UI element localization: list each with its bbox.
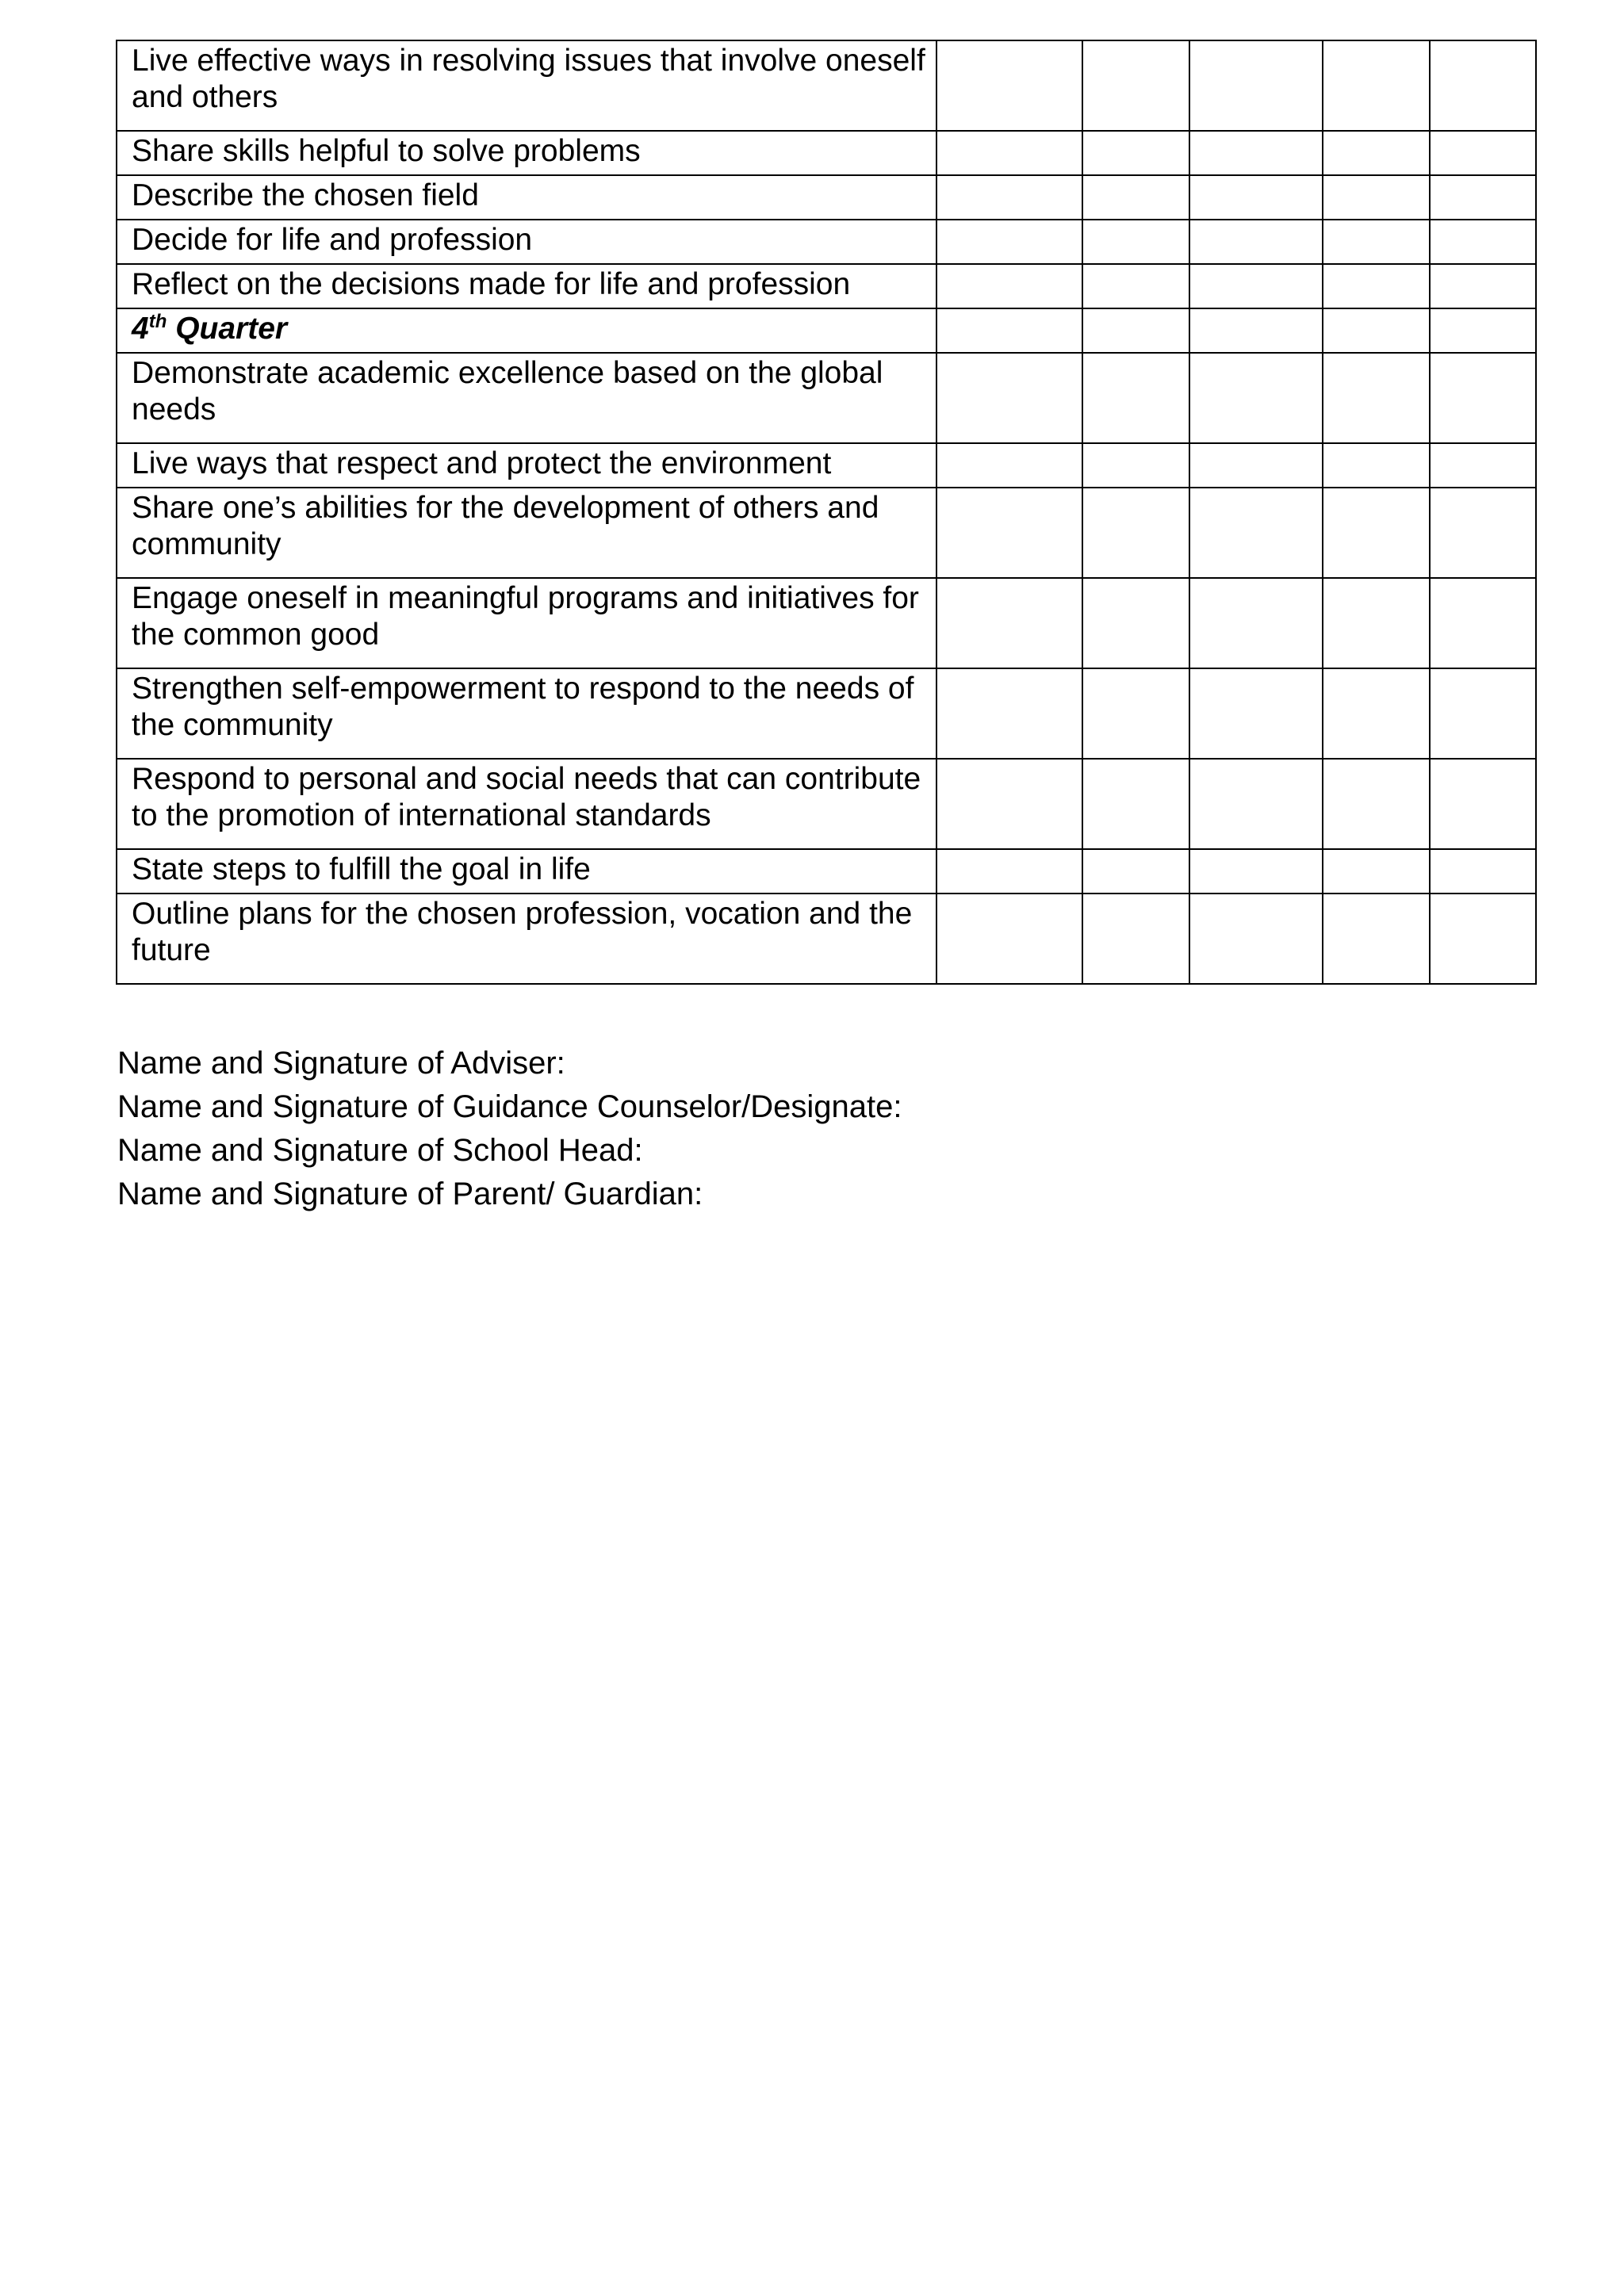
rating-cell[interactable] (1189, 353, 1323, 443)
adviser-signature-line: Name and Signature of Adviser: (117, 1046, 565, 1081)
rating-cell[interactable] (1082, 220, 1189, 264)
competency-text: Describe the chosen field (132, 178, 479, 212)
competency-text: Share one’s abilities for the development of others and community (132, 491, 879, 561)
rating-cell[interactable] (1323, 759, 1430, 849)
rating-cell[interactable] (936, 894, 1082, 984)
competency-cell (117, 131, 936, 175)
quarter-heading (132, 311, 931, 347)
rating-cell[interactable] (1323, 220, 1430, 264)
rating-cell[interactable] (1082, 578, 1189, 668)
rating-cell[interactable] (1430, 308, 1536, 353)
competency-text: Strengthen self-empowerment to respond to the needs of the community (132, 672, 914, 742)
rating-cell[interactable] (1430, 759, 1536, 849)
competency-text: Share skills helpful to solve problems (132, 134, 641, 168)
rating-cell[interactable] (1323, 578, 1430, 668)
school-head-signature-line: Name and Signature of School Head: (117, 1133, 643, 1168)
rating-cell[interactable] (1189, 759, 1323, 849)
rating-cell[interactable] (1430, 668, 1536, 759)
competency-text: Reflect on the decisions made for life and profession (132, 267, 851, 301)
competency-cell (117, 443, 936, 488)
rating-cell[interactable] (1323, 264, 1430, 308)
rating-cell[interactable] (1189, 175, 1323, 220)
guidance-counselor-signature-line: Name and Signature of Guidance Counselor/Designate: (117, 1089, 902, 1124)
rating-cell[interactable] (936, 668, 1082, 759)
rating-cell[interactable] (936, 353, 1082, 443)
table-row (117, 131, 1536, 175)
table-row (117, 220, 1536, 264)
table-row (117, 849, 1536, 894)
rating-cell[interactable] (1430, 894, 1536, 984)
rating-cell[interactable] (936, 443, 1082, 488)
rating-cell[interactable] (1430, 175, 1536, 220)
rating-cell[interactable] (1189, 308, 1323, 353)
rating-cell[interactable] (1430, 40, 1536, 131)
rating-cell[interactable] (1430, 131, 1536, 175)
quarter-label: Quarter (175, 312, 288, 346)
competency-cell (117, 894, 936, 984)
rating-cell[interactable] (936, 578, 1082, 668)
table-row (117, 443, 1536, 488)
rating-cell[interactable] (1082, 40, 1189, 131)
quarter-ordinal-suffix: th (148, 311, 167, 332)
table-row (117, 488, 1536, 578)
table-row (117, 175, 1536, 220)
rating-cell[interactable] (936, 759, 1082, 849)
quarter-header-row (117, 308, 1536, 353)
table-row (117, 264, 1536, 308)
competency-cell (117, 40, 936, 131)
parent-guardian-signature-line: Name and Signature of Parent/ Guardian: (117, 1177, 703, 1211)
rating-cell[interactable] (936, 175, 1082, 220)
rating-cell[interactable] (1323, 353, 1430, 443)
rating-cell[interactable] (1323, 40, 1430, 131)
rating-cell[interactable] (1082, 894, 1189, 984)
rating-cell[interactable] (1323, 131, 1430, 175)
rating-cell[interactable] (1082, 308, 1189, 353)
quarter-ordinal: 4 (132, 312, 149, 346)
competency-text: Outline plans for the chosen profession, vocation and the future (132, 897, 913, 967)
rating-cell[interactable] (1430, 488, 1536, 578)
competency-text: Respond to personal and social needs that can contribute to the promotion of international standards (132, 762, 921, 832)
rating-cell[interactable] (936, 220, 1082, 264)
competency-cell (117, 759, 936, 849)
table-row (117, 894, 1536, 984)
rating-cell[interactable] (1189, 488, 1323, 578)
rating-cell[interactable] (1189, 40, 1323, 131)
rating-cell[interactable] (1323, 488, 1430, 578)
rating-cell[interactable] (1430, 220, 1536, 264)
competency-text: Live ways that respect and protect the environment (132, 446, 832, 480)
table-row (117, 668, 1536, 759)
rating-cell[interactable] (1082, 488, 1189, 578)
competency-cell (117, 220, 936, 264)
competency-cell (117, 264, 936, 308)
rating-cell[interactable] (1189, 264, 1323, 308)
rating-cell[interactable] (936, 131, 1082, 175)
rating-cell[interactable] (1189, 668, 1323, 759)
rating-cell[interactable] (1082, 175, 1189, 220)
rating-cell[interactable] (1323, 175, 1430, 220)
rating-cell[interactable] (1430, 443, 1536, 488)
rating-cell[interactable] (1189, 578, 1323, 668)
rating-cell[interactable] (936, 308, 1082, 353)
competency-cell (117, 488, 936, 578)
rating-cell[interactable] (1189, 131, 1323, 175)
rating-cell[interactable] (1082, 759, 1189, 849)
signature-block (117, 1042, 902, 1216)
rating-cell[interactable] (936, 849, 1082, 894)
rating-cell[interactable] (1189, 894, 1323, 984)
competency-text: Engage oneself in meaningful programs and initiatives for the common good (132, 581, 919, 652)
table-row (117, 40, 1536, 131)
rating-cell[interactable] (1323, 668, 1430, 759)
rating-cell[interactable] (1430, 849, 1536, 894)
rating-cell[interactable] (1189, 220, 1323, 264)
rating-cell[interactable] (1323, 894, 1430, 984)
competency-cell (117, 849, 936, 894)
rating-cell[interactable] (1082, 668, 1189, 759)
rating-cell[interactable] (936, 264, 1082, 308)
table-row (117, 578, 1536, 668)
rating-cell[interactable] (1323, 443, 1430, 488)
table-row (117, 759, 1536, 849)
rating-cell[interactable] (1189, 443, 1323, 488)
competency-cell (117, 175, 936, 220)
competency-cell (117, 353, 936, 443)
rating-cell[interactable] (1082, 353, 1189, 443)
rating-cell[interactable] (1323, 308, 1430, 353)
rating-cell[interactable] (1082, 131, 1189, 175)
competency-text: Decide for life and profession (132, 223, 533, 257)
rating-cell[interactable] (936, 40, 1082, 131)
rating-cell[interactable] (1189, 849, 1323, 894)
competency-text: State steps to fulfill the goal in life (132, 852, 591, 886)
rating-cell[interactable] (1430, 353, 1536, 443)
rating-cell[interactable] (1082, 264, 1189, 308)
quarter-header-cell (117, 308, 936, 353)
evaluation-table-body (117, 40, 1536, 984)
rating-cell[interactable] (1323, 849, 1430, 894)
competency-cell (117, 668, 936, 759)
rating-cell[interactable] (1430, 578, 1536, 668)
rating-cell[interactable] (1430, 264, 1536, 308)
competency-text: Live effective ways in resolving issues that involve oneself and others (132, 44, 925, 114)
rating-cell[interactable] (936, 488, 1082, 578)
competency-cell (117, 578, 936, 668)
competency-text: Demonstrate academic excellence based on the global needs (132, 356, 883, 427)
table-row (117, 353, 1536, 443)
rating-cell[interactable] (1082, 849, 1189, 894)
evaluation-table (116, 40, 1537, 985)
rating-cell[interactable] (1082, 443, 1189, 488)
